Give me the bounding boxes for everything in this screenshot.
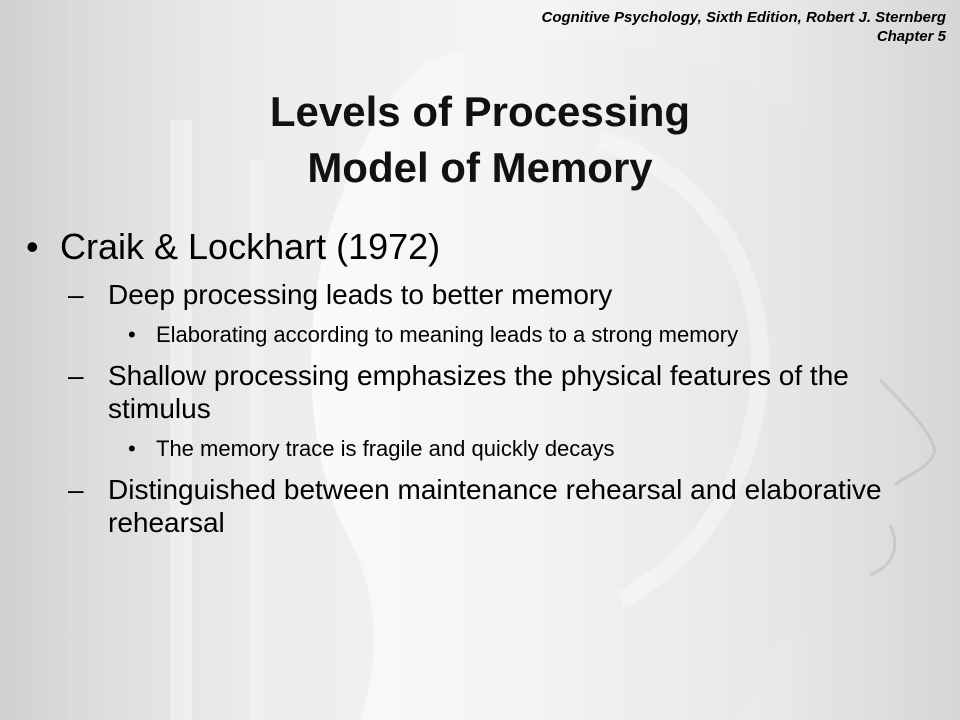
source-citation-chapter: Chapter 5: [876, 28, 946, 45]
dash-icon: –: [68, 474, 84, 505]
source-citation-book: Cognitive Psychology, Sixth Edition, Robert J. Sternberg: [541, 9, 946, 26]
bullet-text: Distinguished between maintenance rehearsal and elaborative rehearsal: [108, 474, 882, 538]
bullet-text: Deep processing leads to better memory: [108, 279, 613, 310]
bullet-text: Elaborating according to meaning leads to a strong memory: [156, 322, 739, 347]
bullet-text: The memory trace is fragile and quickly decays: [156, 436, 615, 461]
bullet-dot-icon: •: [26, 226, 39, 267]
bullet-level-2: [24, 473, 944, 539]
bullet-level-3: [24, 435, 944, 463]
bullet-dot-icon: •: [128, 436, 136, 461]
bullet-level-2: [24, 359, 944, 425]
bullet-text: Shallow processing emphasizes the physical features of the stimulus: [108, 360, 849, 424]
dash-icon: –: [68, 279, 84, 310]
slide-title-line-1: Levels of Processing: [269, 88, 691, 135]
bullet-level-2: [24, 278, 944, 311]
slide-title: [0, 84, 960, 196]
slide-body: [24, 226, 944, 549]
source-citation: [542, 8, 947, 46]
dash-icon: –: [68, 360, 84, 391]
bullet-dot-icon: •: [128, 322, 136, 347]
bullet-text: Craik & Lockhart (1972): [60, 226, 441, 267]
bullet-level-1: [24, 226, 944, 268]
bullet-level-3: [24, 321, 944, 349]
slide-title-line-2: Model of Memory: [307, 144, 653, 191]
